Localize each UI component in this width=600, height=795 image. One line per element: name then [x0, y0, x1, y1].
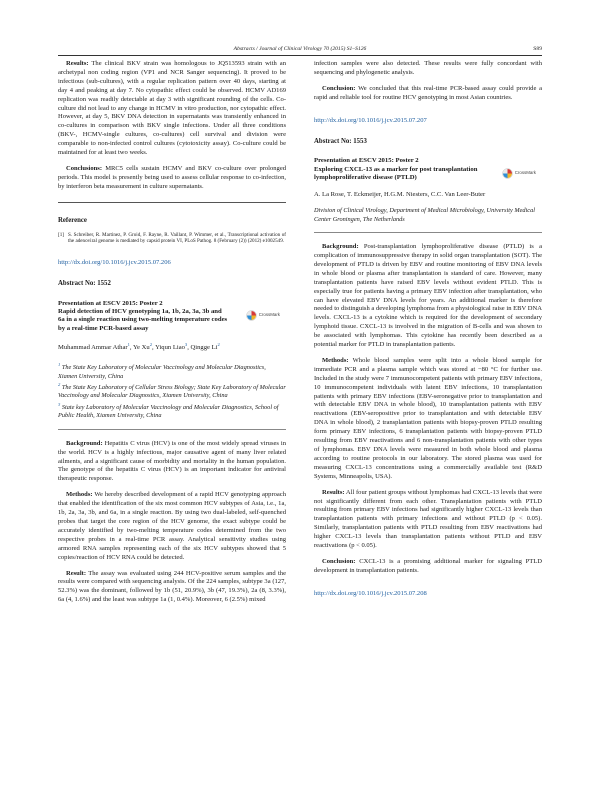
affiliations [314, 207, 542, 224]
reference-number: [1] [58, 231, 64, 238]
affiliation-rule [314, 232, 542, 233]
conclusion-paragraph: Conclusion: We concluded that this real-time PCR-based assay could provide a rapid and reliable tool for routine HCV genotyping in most Asian countries. [314, 84, 542, 101]
affiliation-item: $^1$ The State Key Laboratory of Molecular Vaccinology and Molecular Diagnostics, Xiamen University, China [58, 362, 266, 380]
crossmark-badge[interactable] [246, 310, 280, 321]
background-paragraph: Background: Hepatitis C virus (HCV) is one of the most widely spread viruses in the world. HCV is a highly infectious, major causative agent of many liver related ailments, and a significant cause of morbidity and mortality in the human population. The genotype of the hepatitis C virus (HCV) is an important indicator for antiviral therapeutic response. [58, 439, 286, 483]
methods-paragraph: Methods: Whole blood samples were split into a whole blood sample for immediate PCR and a plasma sample which was stored at −80 °C for further use. Included in the study were 7 immunocompetent patients with primary EBV infections, 10 immunocompetent individuals with latent EBV infections, 10 transplantation patients with primary EBV infections (EBV-seronegative prior to transplantation and with detectable EBV DNA in whole blood), 10 transplantation patients with EBV reactivations (EBV-seropositive prior to transplantation and with detectable EBV DNA in whole blood), 2 transplantation patients with biopsy-proven PTLD resulting form primary EBV infections, 6 transplantation patients with biopsy-proven PTLD resulting from EBV reactivations and 6 non-transplantation patients with other types of lymphomas. EBV DNA levels were measured in both whole blood and plasma according to routine protocols in our laboratory. The stored plasma was used for measuring CXCL-13 concentrations using a commercially available test (R&D Systems, Minneapolis, USA). [314, 356, 542, 480]
conclusions-paragraph: Conclusions: MRC5 cells sustain HCMV and BKV co-culture over prolonged periods. This model is presently being used to assess cellular response to co-infection, by interferon beta measurement in culture supernatants. [58, 164, 286, 190]
doi-link[interactable]: http://dx.doi.org/10.1016/j.jcv.2015.07.206 [58, 258, 171, 266]
header-rule [58, 55, 542, 56]
author-affil-marker[interactable]: 2 [217, 342, 220, 348]
crossmark-label: CrossMark [258, 312, 280, 318]
reference-text: S. Schreiber, R. Martinez, P. Groid, F. Rayne, R. Vaillant, P. Wimmer, et al., Transcriptional activation of the adenoviral genome is mediated by capsid protein VI, PLoS Pathog. 8 (February (2)) (2012) e1002549. [67, 231, 286, 245]
left-column [58, 60, 286, 612]
results-paragraph: Results: All four patient groups without lymphomas had CXCL-13 levels that were not significantly different from each other. Transplantation patients with PTLD resulting from primary EBV infections had significantly higher CXCL-13 levels than transplantation patients with primary infections and without PTLD (p < 0.05). Similarly, transplantation patients with PTLD resulting from EBV reactivations had higher CXCL-13 levels than transplantation patients without PTLD and EBV reactivations (p < 0.05). [314, 488, 542, 550]
reference-rule [58, 202, 286, 203]
abstract-number: Abstract No: 1552 [58, 279, 111, 287]
right-column [314, 60, 542, 611]
article-title-block [58, 308, 286, 333]
doi-link[interactable]: http://dx.doi.org/10.1016/j.jcv.2015.07.207 [314, 116, 427, 124]
affiliation-item: $^3$ State key Laboratory of Molecular Vaccinology and Molecular Diagnostics, School of Public Health, Xiamen University, China [58, 401, 279, 420]
author-affil-marker[interactable]: 2 [149, 342, 152, 348]
affiliation-item: $^2$ The State Key Laboratory of Cellular Stress Biology; State Key Laboratory of Molecular Vaccinology and Molecular Diagnostics, Xiamen University, China [58, 381, 286, 400]
presentation-label: Presentation at ESCV 2015: Poster 2 [314, 157, 419, 165]
reference-item [58, 232, 286, 245]
crossmark-icon [246, 310, 257, 321]
crossmark-badge[interactable] [502, 168, 536, 179]
author-name: Qingge Li [190, 344, 218, 352]
doi-link[interactable]: http://dx.doi.org/10.1016/j.jcv.2015.07.208 [314, 589, 427, 597]
background-paragraph: Background: Post-transplantation lymphoproliferative disease (PTLD) is a complication of immunosuppressive therapy in solid organ transplantation (SOT). The development of PTLD is driven by EBV and routine monitoring of EBV DNA levels in whole blood or plasma after transplantation is standard of care. However, many transplantation patients have raised EBV levels without evident PTLD. This is especially true for patients having a primary EBV infection after transplantation, who can have elevated EBV DNA levels for years. An additional marker is therefore needed to distinguish a developing lymphoma from a physiological raise in EBV DNA levels. CXCL-13 is a cytokine which is required for the development of secondary lymphoid tissue. CXCL-13 is involved in the migration of B-cells and was shown to be associated with lymphomas. This cytokine has recently been described as a potential marker for PTLD in transplantation patients. [314, 243, 542, 349]
article-title: Exploring CXCL-13 as a marker for post transplantation lymphoproliferative disease (PTLD) [314, 165, 478, 182]
author-list: A. La Rose, T. Eckmeijer, H.G.M. Niesters, C.C. Van Leer-Buter [314, 190, 486, 198]
crossmark-icon [502, 168, 513, 179]
conclusion-paragraph: Conclusion: CXCL-13 is a promising additional marker for signaling PTLD development in transplantation patients. [314, 557, 542, 574]
affiliations [58, 361, 286, 421]
journal-citation: Abstracts / Journal of Clinical Virology 70 (2015) S1–S126 [233, 46, 367, 52]
result-paragraph: Result: The assay was evaluated using 244 HCV-positive serum samples and the results were compared with sequencing analysis. Of the 224 samples, subtype 3a (127, 52.3%) was the dominant, followed by 1b (51, 20.9%), 3b (47, 19.3%), 2a (8, 3.3%), 6a (4, 1.6%) and the least was subtype 1a (1, 0.4%). Moreover, 6 (2.5%) mixed [58, 569, 286, 604]
author-list: Muhammad Ammar Athar$^1$, Ye Xu$^2$, Yiqun Liao$^3$, Qingge Li$^2$ [58, 342, 220, 352]
methods-paragraph: Methods: We hereby described development of a rapid HCV genotyping approach that enabled the identification of the six most common HCV subtypes of Asia, i.e., 1a, 1b, 2a, 3a, 3b, and 6a, in a single reaction. By using two dual-labeled, self-quenched probes that target the core region of the HCV genome, the exact subtype could be accurately identified by two-melting temperature codes determined from the two respective probes in a real-time PCR assay. Analytical sensitivity studies using armored RNA samples representing each of the six HCV subtypes showed that 5 copies/reaction of HCV RNA could be detected. [58, 491, 286, 561]
abstract-number: Abstract No: 1553 [314, 137, 367, 145]
author-name: Yiqun Liao [155, 344, 185, 352]
reference-heading: Reference [58, 216, 87, 224]
presentation-label: Presentation at ESCV 2015: Poster 2 [58, 299, 163, 307]
page-number: S89 [533, 46, 542, 52]
author-affil-marker[interactable]: 3 [184, 342, 188, 348]
continued-paragraph: infection samples were also detected. These results were fully concordant with sequencing and phylogenetic analysis. [314, 60, 542, 76]
article-title-block [314, 166, 542, 183]
author-name: Ye Xu [132, 344, 150, 352]
article-title: Rapid detection of HCV genotyping 1a, 1b, 2a, 3a, 3b and 6a in a single reaction using two-melting temperature codes by a real-time PCR-based assay [58, 308, 228, 332]
author-name: Muhammad Ammar Athar [58, 344, 128, 352]
results-paragraph: Results: The clinical BKV strain was homologous to JQ513593 strain with an archetypal non coding region (VP1 and NCR Sanger sequencing). It proved to be infectious (sub-cultures), with a regular replication pattern over 40 days, starting at day 4 and peaking at day 7. No cytopathic effect could be observed. HCMV AD169 replication was readily detectable at day 3 with significant rounding of the cells. Co-culture did not lead to any change in HCMV in vitro production, nor cytopathic effect. However, at day 5, BKV DNA detection in supernatants was transiently enhanced in co-cultures in comparison with BKV single infections. Under all three conditions (BKV-, HCMV-single cultures, co-cultures) cell survival and division were comparable to non-infected control cultures (cytotoxicity assay). Co-culture could be maintained for at least two weeks. [58, 60, 286, 157]
affiliation-item: Division of Clinical Virology, Department of Medical Microbiology, University Medical Center Groningen, The Netherlands [314, 207, 535, 223]
affiliation-rule [58, 429, 286, 430]
author-affil-marker[interactable]: 1 [127, 342, 130, 348]
crossmark-label: CrossMark [514, 169, 536, 175]
